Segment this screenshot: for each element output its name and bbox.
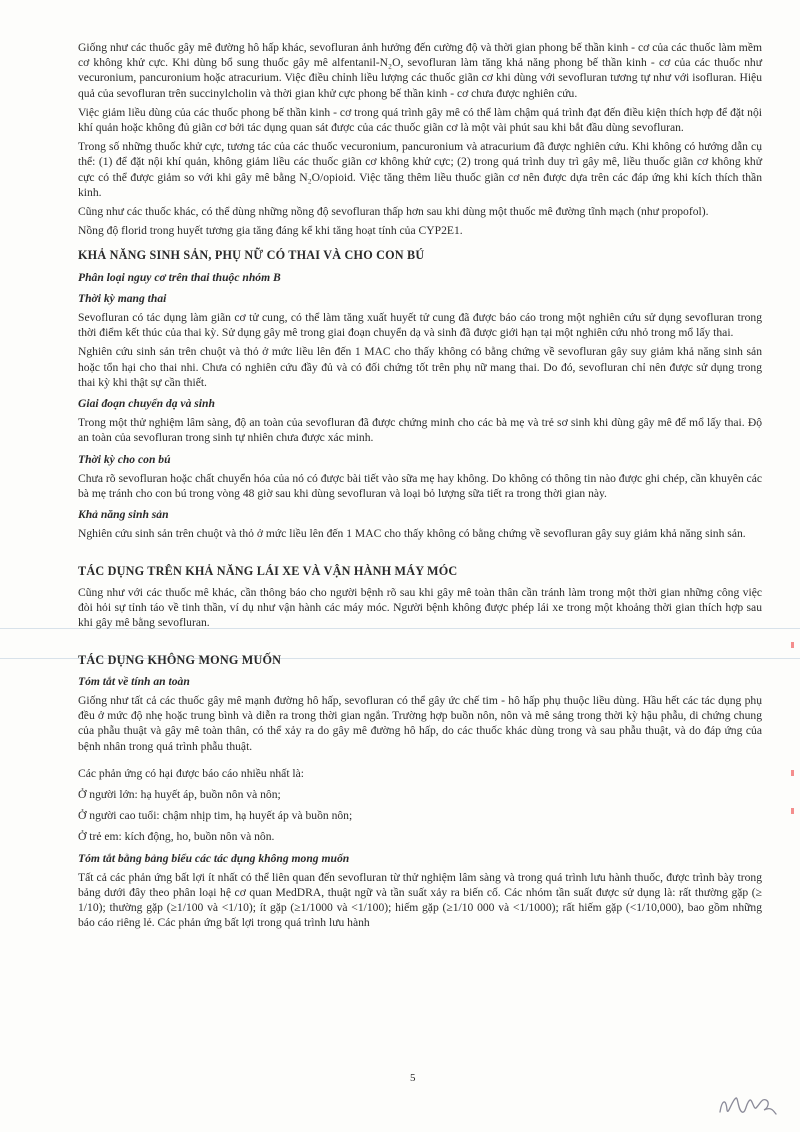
paragraph: Trong số những thuốc khử cực, tương tác của các thuốc vecuronium, pancuronium và atracurium đã được nghiên cứu. Khi không có hướng dẫn cụ thể: (1) để đặt nội khí quản, không giảm liều các thuốc giãn cơ không khử cực; (2) trong quá trình duy trì gây mê, liều thuốc giãn cơ không khử cực có thể được giảm so với khi gây mê bằng N₂O/opioid. Việc tăng thêm liều thuốc giãn cơ nên được dựa trên các đáp ứng khi kích thích thần kinh. [78, 140, 762, 199]
common-reactions-list [78, 766, 762, 845]
paragraph: Giống như tất cả các thuốc gây mê mạnh đường hô hấp, sevofluran có thể gây ức chế tim - hô hấp phụ thuộc liều dùng. Hầu hết các tác dụng phụ đều ở mức độ nhẹ hoặc trung bình và diễn ra trong thời gian ngắn. Trường hợp buồn nôn, nôn và mê sảng trong thời kỳ hậu phẫu, di chứng chung của phẫu thuật và gây mê toàn thân, có thể xảy ra do gây mê đường hô hấp, do các thuốc khác dùng trong và sau phẫu thuật, và do đáp ứng của bệnh nhân trong quá trình phẫu thuật. [78, 693, 762, 753]
scan-mark [791, 642, 794, 648]
list-item: Ở trẻ em: kích động, ho, buồn nôn và nôn. [78, 830, 275, 844]
handwritten-signature [716, 1090, 780, 1125]
scan-mark [791, 770, 794, 776]
list-item: Ở người cao tuổi: chậm nhịp tim, hạ huyết áp và buồn nôn; [78, 809, 353, 823]
scan-mark [791, 808, 794, 814]
list-item: Ở người lớn: hạ huyết áp, buồn nôn và nôn; [78, 787, 281, 801]
page-number: 5 [410, 1072, 416, 1084]
paragraph: Giống như các thuốc gây mê đường hô hấp khác, sevofluran ảnh hưởng đến cường độ và thời gian phong bế thần kinh - cơ của các thuốc làm mềm cơ không khử cực. Khi dùng bổ sung thuốc gây mê alfentanil-N₂O, sevofluran làm tăng khả năng phong bế thần kinh - cơ của các thuốc như vecuronium, pancuronium hoặc atracurium. Việc điều chỉnh liều lượng các thuốc giãn cơ khi dùng với sevofluran tương tự như với isofluran. Hiệu quả của sevofluran trên succinylcholin và thời gian khử cực phong bế thần kinh - cơ chưa được nghiên cứu. [78, 41, 762, 100]
paragraph: Nghiên cứu sinh sản trên chuột và thỏ ở mức liều lên đến 1 MAC cho thấy không có bằng chứng về sevofluran gây suy giảm khả năng sinh sản hoặc tổn hại cho thai nhi. Chưa có nghiên cứu đầy đủ và có đối chứng tốt trên phụ nữ mang thai. Do đó, sevofluran chỉ nên được sử dụng trong thai kỳ khi thật sự cần thiết. [78, 345, 762, 389]
subheading-fertility: Khả năng sinh sản [78, 508, 169, 522]
paragraph: Sevofluran có tác dụng làm giãn cơ tử cung, có thể làm tăng xuất huyết tử cung đã được báo cáo trong một nghiên cứu sử dụng sevofluran trong thời điểm kết thúc của thai kỳ. Sử dụng gây mê trong giai đoạn chuyển dạ và sinh đã được giới hạn tại một nghiên cứu nhỏ trong mổ lấy thai. [78, 311, 762, 340]
paragraph: Cũng như với các thuốc mê khác, cần thông báo cho người bệnh rõ sau khi gây mê toàn thân cần tránh làm trong một thời gian những công việc đòi hỏi sự tỉnh táo về tinh thần, ví dụ như vận hành các máy móc. Người bệnh không được phép lái xe trong một khoảng thời gian thích hợp sau khi gây mê bằng sevofluran. [78, 585, 762, 630]
subheading-pregnancy: Thời kỳ mang thai [78, 291, 167, 305]
paragraph: Cũng như các thuốc khác, có thể dùng những nồng độ sevofluran thấp hơn sau khi dùng một thuốc mê đường tĩnh mạch (như propofol). [78, 205, 709, 219]
paragraph: Việc giảm liều dùng của các thuốc phong bế thần kinh - cơ trong quá trình gây mê có thể làm chậm quá trình đạt đến điều kiện thích hợp để đặt nội khí quản hoặc không đủ giãn cơ bởi tác dụng quan sát được của các thuốc giãn cơ là một vài phút sau khi bắt đầu dùng sevofluran. [78, 105, 762, 135]
subheading-labor: Giai đoạn chuyển dạ và sinh [78, 397, 215, 411]
section-heading-adverse: TÁC DỤNG KHÔNG MONG MUỐN [78, 652, 282, 667]
subheading-lactation: Thời kỳ cho con bú [78, 452, 171, 466]
paragraph: Tất cả các phản ứng bất lợi ít nhất có thể liên quan đến sevofluran từ thử nghiệm lâm sàng và trong quá trình lưu hành thuốc, được trình bày trong bảng dưới đây theo phân loại hệ cơ quan MedDRA, thuật ngữ và tần suất xảy ra biến cố. Các nhóm tần suất được sử dụng là: rất thường gặp (≥ 1/10); thường gặp (≥1/100 và <1/10); ít gặp (≥1/1000 và <1/100); hiếm gặp (≥1/10 000 và <1/1000); rất hiếm gặp (<1/10,000), bao gồm những báo cáo riêng lẻ. Các phản ứng bất lợi trong quá trình lưu hành [78, 870, 762, 930]
subheading-risk-category: Phân loại nguy cơ trên thai thuộc nhóm B [78, 270, 281, 284]
paragraph: Chưa rõ sevofluran hoặc chất chuyển hóa của nó có được bài tiết vào sữa mẹ hay không. Do không có thông tin nào được ghi chép, cần khuyên các bà mẹ tránh cho con bú trong vòng 48 giờ sau khi dùng sevofluran và loại bỏ lượng sữa tiết ra trong thời gian này. [78, 471, 762, 501]
subheading-safety: Tóm tắt về tính an toàn [78, 674, 190, 688]
section-heading-driving: TÁC DỤNG TRÊN KHẢ NĂNG LÁI XE VÀ VẬN HÀNH MÁY MÓC [78, 563, 458, 578]
section-heading-fertility: KHẢ NĂNG SINH SẢN, PHỤ NỮ CÓ THAI VÀ CHO CON BÚ [78, 248, 425, 263]
list-intro: Các phản ứng có hại được báo cáo nhiều nhất là: [78, 766, 305, 780]
paragraph: Trong một thử nghiệm lâm sàng, độ an toàn của sevofluran đã được chứng minh cho các bà mẹ và trẻ sơ sinh khi dùng gây mê để mổ lấy thai. Độ an toàn của sevofluran trong sinh tự nhiên chưa được xác minh. [78, 416, 762, 445]
subheading-table-summary: Tóm tắt bằng bảng biểu các tác dụng không mong muốn [78, 851, 350, 865]
paragraph: Nồng độ florid trong huyết tương gia tăng đáng kể khi tăng hoạt tính của CYP2E1. [78, 224, 463, 238]
document-body [78, 40, 762, 935]
paragraph: Nghiên cứu sinh sản trên chuột và thỏ ở mức liều lên đến 1 MAC cho thấy không có bằng chứng về sevofluran gây suy giảm khả năng sinh sản. [78, 527, 746, 541]
